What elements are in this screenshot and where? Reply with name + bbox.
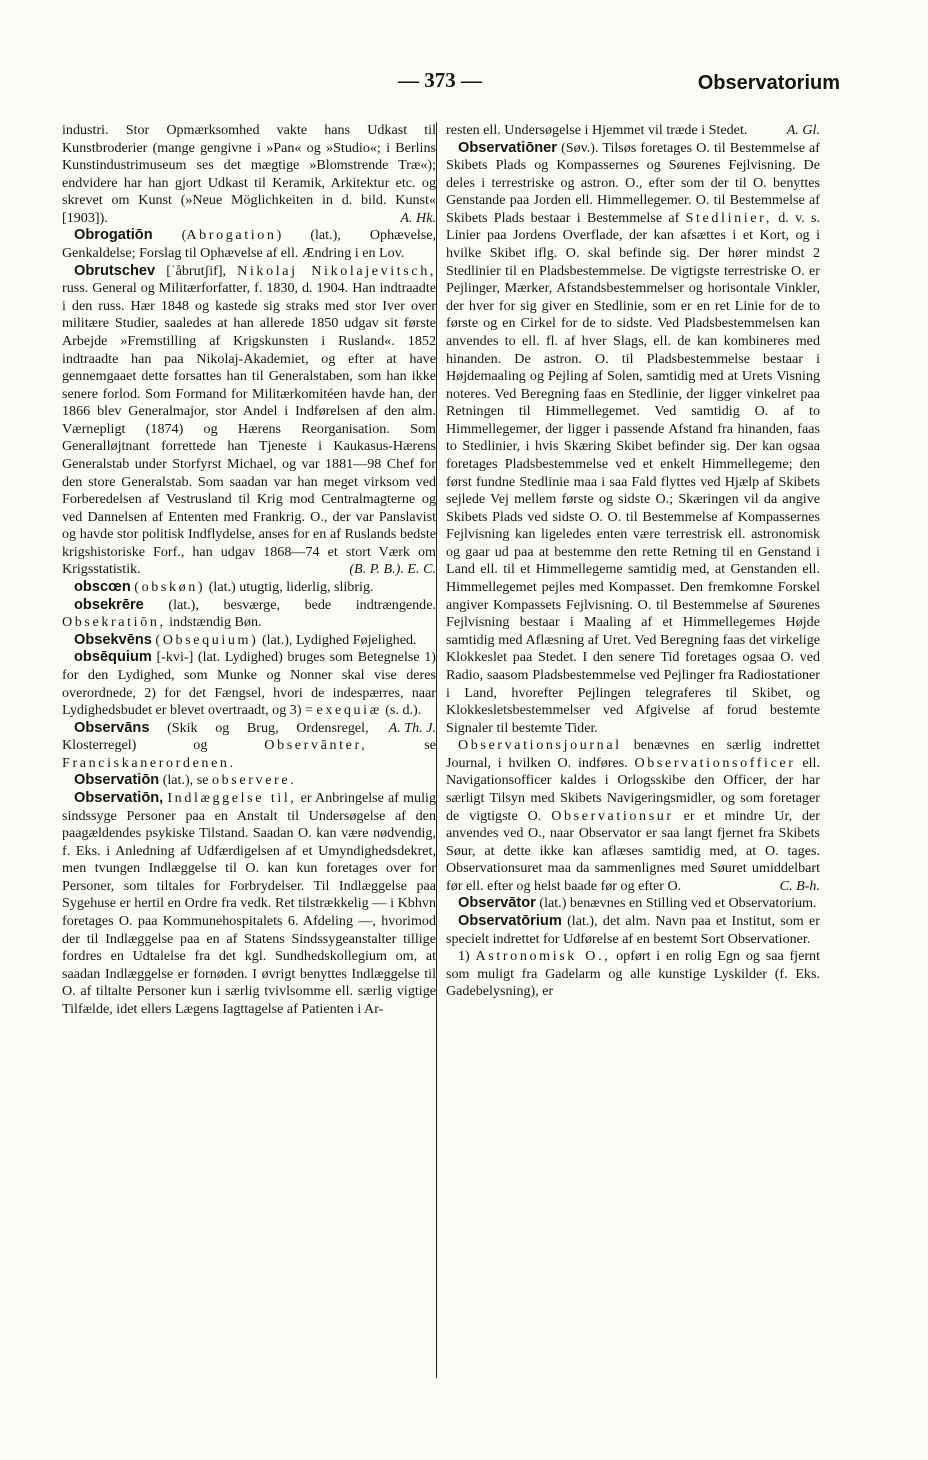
entry-obsekrere bbox=[62, 597, 436, 632]
entry-observation-1 bbox=[62, 772, 436, 790]
entry-headword: obsēquium bbox=[74, 649, 152, 666]
entry-headword: Observātor bbox=[458, 895, 536, 912]
spaced-term: (Obsequium) bbox=[155, 631, 259, 648]
entry-text: [ˈåbrutʃif], bbox=[166, 262, 227, 279]
entry-obscoen bbox=[62, 579, 436, 597]
entry-text: ell. Navigationsofficer kaldes i Orlogsskibe den Officer, der har særligt Tilsyn med Skibets Navigeringsmidler, og som foretager de vigtigste O. bbox=[446, 754, 820, 824]
spaced-term: Nikolaj Nikolajevitsch, bbox=[237, 262, 436, 279]
entry-text: indstændig Bøn. bbox=[169, 614, 262, 631]
spaced-term: Observationsjournal bbox=[458, 737, 622, 754]
running-headword: Observatorium bbox=[697, 72, 840, 94]
entry-text: (lat.) benævnes en Stilling ved et Observatorium. bbox=[539, 895, 817, 912]
spaced-term: Stedlinier, bbox=[685, 209, 772, 226]
right-column bbox=[446, 122, 820, 1001]
entry-text: (lat.), besværge, bede indtrængende. bbox=[168, 596, 436, 613]
entry-headword: Observatiōner bbox=[458, 139, 557, 156]
spaced-term: (obskøn) bbox=[134, 579, 206, 596]
entry-observationer bbox=[446, 140, 820, 738]
spaced-term: exequiæ bbox=[316, 702, 382, 719]
author-signature: C. B-h. bbox=[779, 877, 820, 894]
spaced-term: Observānter, bbox=[264, 737, 368, 754]
entry-text: benævnes en særlig indrettet Journal, i hvilken O. indføres. bbox=[446, 737, 820, 771]
entry-continuation bbox=[446, 122, 820, 140]
page-number: — 373 — bbox=[398, 68, 482, 92]
entry-text: (lat.), det alm. Navn paa et Institut, som er specielt indrettet for Udførelse af en bestemt Sort Observationer. bbox=[446, 913, 820, 947]
spaced-term: Franciskanerordenen. bbox=[62, 754, 236, 771]
entry-text: se bbox=[424, 737, 436, 754]
spaced-term: Abrogation bbox=[186, 227, 277, 244]
entry-headword: Obsekvēns bbox=[74, 631, 152, 648]
entry-obsekvens bbox=[62, 632, 436, 650]
entry-text: industri. Stor Opmærksomhed vakte hans Udkast til Kunstbroderier (mange gengivne i »Pan« og »Studio«; i Berlins Kunstindustrimuseum ses det mægtige »Blomstrende Træ«); endvidere har han gjort Udkast til Keramik, Arkitektur etc. og skrevet om Kunst (»Neue Möglichkeiten in d. bild. Kunst« [1903]). bbox=[62, 122, 436, 226]
entry-text: resten ell. Undersøgelse i Hjemmet vil træde i Stedet. bbox=[446, 122, 748, 138]
left-column bbox=[62, 122, 436, 1018]
column-divider bbox=[436, 122, 437, 1378]
entry-headword: obscœn bbox=[74, 579, 131, 596]
spaced-term: observere. bbox=[212, 772, 297, 789]
entry-headword: Observatiōn, bbox=[74, 789, 164, 806]
entry-text: russ. General og Militærforfatter, f. 1830, d. 1904. Han indtraadte i den russ. Hær 1848 og kastede sig straks med stor Iver over militære Studier, saaledes at han allerede 1850 udgav sit første Arbejde »Fremstilling af Krigskunsten i Rusland«. 1852 indtraadte han paa Nikolaj-Akademiet, og efter at have gennemgaaet dette forsattes han til Generalstaben, som han ikke senere forlod. Som Formand for Militærkomitéen havde han, der 1866 blev Generalmajor, stor Andel i Indførelsen af den alm. Værnepligt (1874) og Hærens Reorganisation. Som Generalløjtnant forrettede han Tjeneste i Kaukasus-Hærens Generalstab under Storfyrst Michael, og var 1881—98 Chef for den store Generalstab. Som saadan var han meget virksom ved Forberedelsen af Vestrusland til Krig mod Centralmagterne og ved Dannelsen af Ententen med Frankrig. O., der var Panslavist og havde stor politisk Indflydelse, anses for en af Ruslands bedste krigshistoriske Forf., han udgav 1868—74 et stort Værk om Krigsstatistik. bbox=[62, 280, 436, 578]
entry-obrutschev bbox=[62, 263, 436, 579]
entry-observation-2 bbox=[62, 790, 436, 1019]
entry-text: [-kvi-] (lat. Lydighed) bruges som Betegnelse 1) for den Lydighed, som Munke og Nonner skal vise deres overordnede, 2) for det Fængsel, hvori de indespærres, naar Lydighedsbudet er blevet overtraadt, og 3) = bbox=[62, 649, 436, 719]
author-signature: A. Th. J. bbox=[388, 719, 436, 736]
entry-text: (lat.), Ophævelse, Genkaldelse; Forslag til Ophævelse af ell. Ændring i en Lov. bbox=[62, 227, 437, 262]
spaced-term: Observationsofficer bbox=[634, 754, 796, 771]
author-signature: (B. P. B.). E. C. bbox=[349, 561, 436, 578]
author-signature: A. Gl. bbox=[786, 122, 820, 138]
spaced-term: Indlæggelse til, bbox=[167, 789, 297, 806]
entry-text: (lat.) utugtig, liderlig, slibrig. bbox=[208, 579, 374, 596]
entry-text: (lat.), se bbox=[162, 772, 209, 789]
entry-headword: obsekrēre bbox=[74, 596, 144, 613]
entry-headword: Observāns bbox=[74, 719, 150, 736]
entry-observator bbox=[446, 895, 820, 913]
entry-text: opført i en rolig Egn og saa fjernt som muligt fra Gadelarm og alle kunstige Lyskilder (f. Eks. Gadebelysning), er bbox=[446, 948, 820, 1000]
entry-headword: Obrogatiōn bbox=[74, 227, 153, 244]
entry-obrogation: Obrogatiōn (Abrogation) (lat.), Ophævelse, Genkaldelse; Forslag til Ophævelse af ell. Ændring i en Lov. bbox=[62, 227, 437, 262]
author-signature: A. Hk. bbox=[400, 209, 436, 226]
entry-headword: Observatōrium bbox=[458, 913, 562, 930]
spaced-term: Observationsur bbox=[551, 807, 674, 824]
entry-text: 1) bbox=[458, 948, 470, 965]
running-head bbox=[60, 68, 870, 102]
entry-text: (Søv.). Tilsøs foretages O. til Bestemmelse af Skibets Plads og Kompassernes og Søurenes Fejlvisning. De deles i terrestriske og astron. O., efter som der til O. benyttes Genstande paa Jorden ell. Himmellegemer. O. til Bestemmelse af Skibets Plads bestaar i Bestemmelse af bbox=[446, 139, 820, 226]
entry-continuation bbox=[62, 122, 436, 227]
entry-headword: Obrutschev bbox=[74, 262, 156, 279]
spaced-term: Astronomisk O., bbox=[475, 948, 611, 965]
entry-text: (lat.), Lydighed Føjelighed. bbox=[261, 631, 417, 648]
entry-text: (s. d.). bbox=[385, 702, 422, 719]
spaced-term: Obsekratiōn, bbox=[62, 614, 166, 631]
entry-text: d. v. s. Linier paa Jordens Overflade, der kan afsættes i et Kort, og i hvilke Skibet iflg. O. skal befinde sig. Der hører mindst 2 Stedlinier til en Pladsbestemmelse. De vigtigste terrestriske O. er Pejlinger, Mærker, Afstandsbestemmelser og horisontale Vinkler, der hver for sig giver en Stedlinie, som er en ret Linie for de to første og en Cirkel for de to sidste. Ved Pladsbestemmelsen kan anvendes to ell. fl. af hver Slags, ell. de kan kombineres med hinanden. De astron. O. til Pladsbestemmelse bestaar i Højdemaaling og Pejling af Solen, samtidig med at Urets Visning noteres. Ved Beregning faas en Stedlinie, der ligger vinkelret paa Retningen til Himmellegemet. Ved samtidig O. af to Himmellegemer, der ligger i passende Afstand fra hinanden, faas to Stedlinier, i hvis Skæring Skibet befinder sig. Der kan ogsaa foretages Pladsbestemmelse ved et enkelt Himmellegeme; den først fundne Stedlinie maa i saa Fald flyttes ved Hjælp af Skibets sejlede Vej mellem første og sidste O.; Skæringen vil da angive Skibets Plads ved sidste O. O. til Bestemmelse af Kompassernes Fejlvisning kan ligeledes enten være terrestrisk ell. astronomisk og gaar ud paa at bestemme den rette Retning til en Genstand i Land ell. til et Himmellegeme samtidig med, at Genstanden ell. Himmellegemet pejles med Kompasset. Den fremkomne Forskel angiver Kompassets Fejlvisning. O. til Bestemmelse af Søurenes Fejlvisning bestaar i Maaling af et Himmellegemes Højde samtidig med Aflæsning af Uret. Ved Beregning faas det virkelige Klokkeslet paa Stedet. I den senere Tid foretages ogsaa O. ved Radio, saasom Pladsbestemmelse ved Pejlinger fra Radiostationer i Land, hvorefter Pejlingen telegraferes til Skibet, og Klokkesletsbestemmelser ved Afgivelse af forud bestemte Signaler til bestemte Tider. bbox=[446, 209, 821, 736]
entry-text: er et mindre Ur, der anvendes ved O., naar Observator er saa langt fjernet fra Skibets Søur, at dette ikke kan aflæses samtidig med, at O. tages. Observationsuret maa da sammenlignes med Søuret umiddelbart før ell. efter og helst baade før og efter O. bbox=[446, 807, 820, 894]
entry-headword: Observatiōn bbox=[74, 772, 160, 789]
entry-observatorium bbox=[446, 913, 820, 948]
entry-observationsjournal bbox=[446, 737, 820, 895]
entry-astronomisk bbox=[446, 948, 820, 1001]
entry-text: er Anbringelse af mulig sindssyge Personer paa en Anstalt til Undersøgelse af den paagældendes psykiske Tilstand. Saadan O. kan være nødvendig, f. Eks. i Anledning af Udfærdigelsen af et Umyndighedsdekret, men tvungen Indlæggelse til O. kan kun foretages over for Personer, som tiltales for Forbrydelser. Til Indlæggelse paa Sygehuse er hertil en Ordre fra vedk. Ret tilstrækkelig — i Kbhvn foretages O. paa Kommunehospitalets 6. Afdeling —, hvorimod der til Indlæggelse paa en af Statens Sindssygeanstalter tillige fordres en Udtalelse fra det kgl. Sundhedskollegium om, at saadan Indlæggelse er fornøden. I øvrigt benyttes Indlæggelse til O. af tiltalte Personer kun i særlig tvivlsomme ell. særlig vigtige Tilfælde, idet ellers Lægens Iagttagelse af Patienten i Ar- bbox=[62, 789, 436, 1017]
entry-text: (Skik og Brug, Ordensregel, Klosterregel) og bbox=[62, 719, 369, 754]
